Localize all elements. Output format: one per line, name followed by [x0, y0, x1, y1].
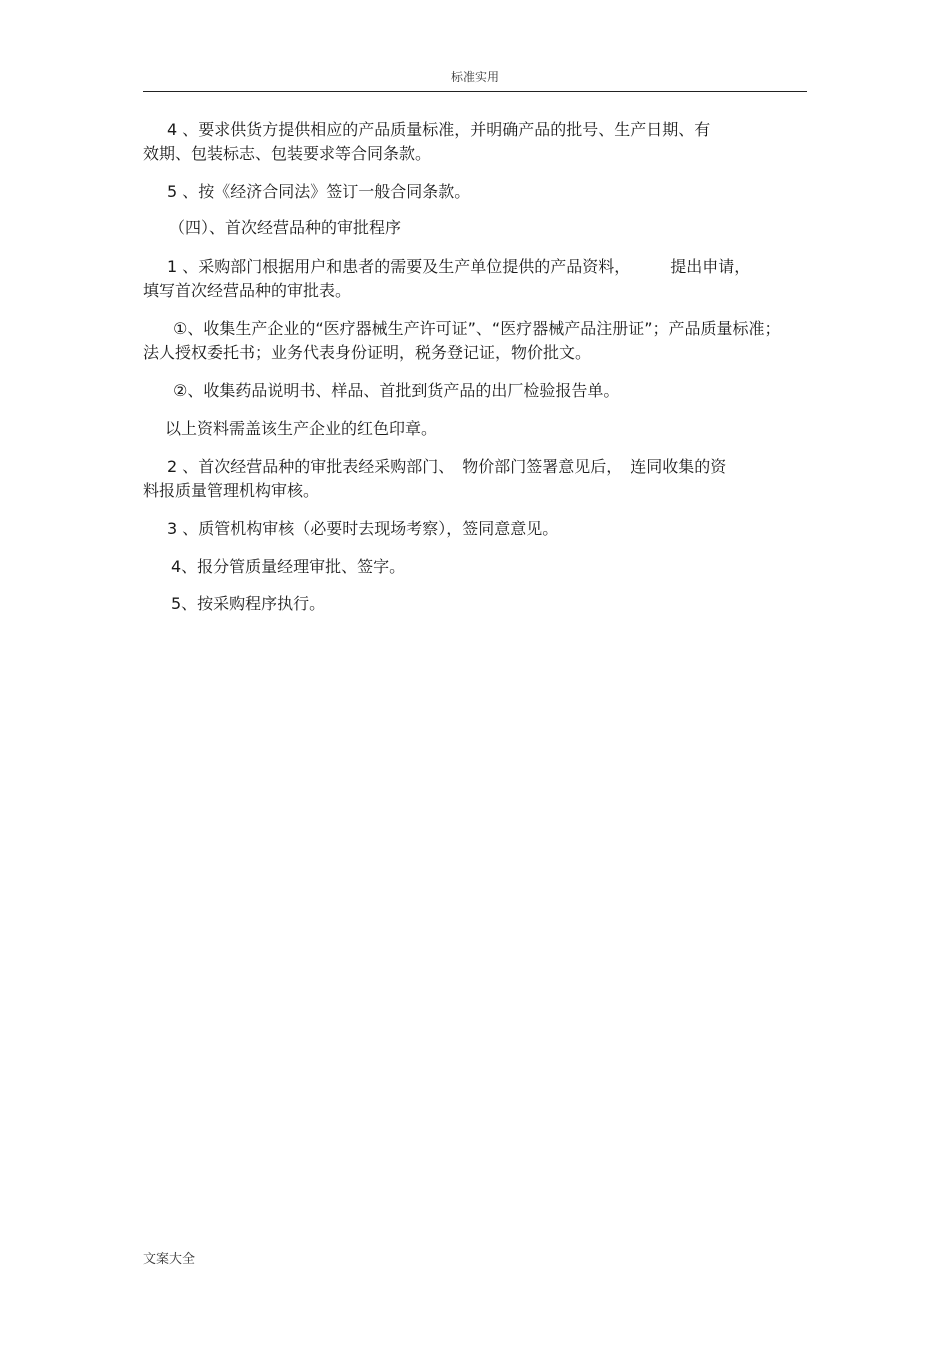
header-divider: [143, 91, 807, 92]
paragraph: 5、按采购程序执行。: [171, 594, 326, 613]
footer-text: 文案大全: [143, 1252, 196, 1267]
paragraph: 4、报分管质量经理审批、签字。: [171, 557, 406, 576]
paragraph: 5 、按《经济合同法》签订一般合同条款。: [167, 182, 471, 201]
paragraph-line: 法人授权委托书；业务代表身份证明，税务登记证，物价批文。: [143, 343, 592, 362]
section-heading: （四）、首次经营品种的审批程序: [169, 218, 402, 237]
paragraph-line: 4 、要求供货方提供相应的产品质量标准，并明确产品的批号、生产日期、有: [167, 120, 711, 139]
paragraph-line: 1 、采购部门根据用户和患者的需要及生产单位提供的产品资料， 提出申请，: [167, 257, 751, 276]
paragraph-line: 2 、首次经营品种的审批表经采购部门、 物价部门签署意见后， 连同收集的资: [167, 457, 727, 476]
paragraph: 3 、质管机构审核（必要时去现场考察），签同意意见。: [167, 519, 559, 538]
paragraph: 以上资料需盖该生产企业的红色印章。: [165, 419, 438, 438]
paragraph-line: 效期、包装标志、包装要求等合同条款。: [143, 144, 432, 163]
paragraph-line: ①、收集生产企业的“医疗器械生产许可证”、“医疗器械产品注册证”；产品质量标准；: [173, 319, 781, 338]
paragraph: ②、收集药品说明书、样品、首批到货产品的出厂检验报告单。: [173, 381, 620, 400]
paragraph-line: 料报质量管理机构审核。: [143, 481, 320, 500]
paragraph-line: 填写首次经营品种的审批表。: [143, 281, 352, 300]
header-title: 标准实用: [450, 70, 499, 84]
